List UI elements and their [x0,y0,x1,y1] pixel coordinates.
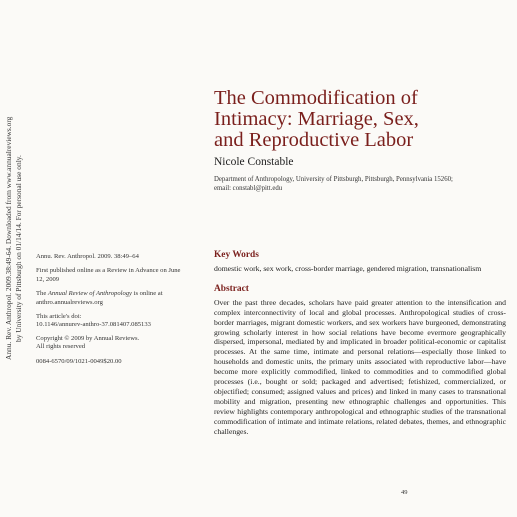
author-affiliation [214,175,514,193]
download-note-line-2: by University of Pittsburgh on 01/14/14. For personal use only. [14,155,23,342]
page-number: 49 [401,489,408,496]
affiliation-line-2: email: constabl@pitt.edu [214,185,283,192]
citation: Annu. Rev. Anthropol. 2009. 38:49–64 [36,253,139,260]
keywords-heading: Key Words [214,250,259,260]
doi-link[interactable]: 10.1146/annurev-anthro-37.081407.085133 [36,321,151,329]
title-line-1: The Commodification of [214,87,418,109]
author-name: Nicole Constable [214,156,294,168]
publication-info [36,253,186,372]
article-title [214,88,504,151]
issn: 0084-6570/09/1021-0049$20.00 [36,357,122,365]
doi-label: This article's doi: [36,313,82,321]
title-line-2: Intimacy: Marriage, Sex, [214,108,419,130]
copyright: Copyright © 2009 by Annual Reviews. [36,334,140,342]
abstract-text: Over the past three decades, scholars have paid greater attention to the intensification and complex interconnectivity of local and global processes. Anthropological studies of cross-border marriages, migrant domestic workers, and sex workers have burgeoned, demonstrating growing scholarly interest in how social relations have become evermore geographically dispersed, impersonal, mediated by and implicated in broader political-economic or capitalist processes. At the same time, intimate and personal relations—especially those linked to households and domestic units, the primary units associated with reproductive labor—have become more explicitly commodified, linked to commodities and to commodified global processes (i.e., bought or sold; packaged and advertised; fetishized, commercialized, or objectified; consumed; assigned values and prices) and linked in many cases to transnational mobility and migration, presenting new ethnographic challenges and opportunities. This review highlights contemporary anthropological and ethnographic studies of the transnational commodification of intimate and intimate relations, related debates, themes, and ethnographic challenges. [214,297,506,436]
journal-name: Annual Review of Anthropology [47,290,132,298]
title-line-3: and Reproductive Labor [214,129,414,151]
download-note [4,116,34,360]
keywords-text: domestic work, sex work, cross-border marriage, gendered migration, transnationalism [214,264,482,273]
rights: All rights reserved [36,343,86,351]
online-note: The Annual Review of Anthropology is online at anthro.annualreviews.org [36,290,163,306]
first-published-note: First published online as a Review in Advance on June 12, 2009 [36,267,181,283]
affiliation-line-1: Department of Anthropology, University of Pittsburgh, Pittsburgh, Pennsylvania 15260; [214,176,453,183]
download-note-line-1: Annu. Rev. Anthropol. 2009.38:49-64. Downloaded from www.annualreviews.org [4,116,13,360]
abstract-heading: Abstract [214,283,249,294]
copyright-block [36,335,186,352]
article-summary [214,250,506,436]
doi-block [36,313,186,330]
